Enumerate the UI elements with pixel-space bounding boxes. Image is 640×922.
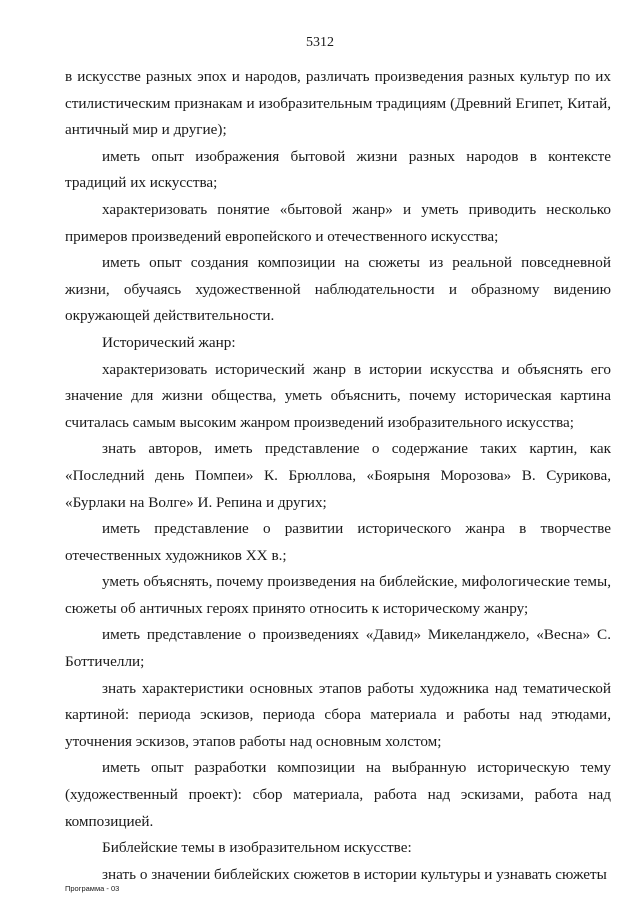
- document-body: [65, 64, 611, 888]
- section-heading: Исторический жанр:: [102, 333, 236, 351]
- paragraph: иметь опыт изображения бытовой жизни разных народов в контексте традиций их искусства;: [65, 147, 611, 192]
- paragraph: знать характеристики основных этапов работы художника над тематической картиной: периода эскизов, периода сбора материала и работы над этюдами, уточнения эскизов, этапов работы над основным холстом;: [65, 679, 611, 750]
- paragraph: иметь представление о развитии исторического жанра в творчестве отечественных художников XX в.;: [65, 520, 611, 564]
- paragraph: знать авторов, иметь представление о содержание таких картин, как «Последний день Помпеи» К. Брюллова, «Боярыня Морозова» В. Сурикова, «Бурлаки на Волге» И. Репина и других;: [65, 440, 611, 511]
- paragraph: в искусстве разных эпох и народов, различать произведения разных культур по их стилистическим признакам и изобразительным традициям (Древний Египет, Китай, античный мир и другие);: [65, 68, 611, 139]
- paragraph: знать о значении библейских сюжетов в истории культуры и узнавать сюжеты: [102, 865, 607, 883]
- page-number: 5312: [306, 35, 334, 50]
- paragraph: характеризовать исторический жанр в истории искусства и объяснять его значение для жизни общества, уметь объяснить, почему историческая картина считалась самым высоким жанром произведений изобразительного искусства;: [65, 360, 611, 431]
- section-heading: Библейские темы в изобразительном искусстве:: [102, 839, 412, 857]
- paragraph: уметь объяснять, почему произведения на библейские, мифологические темы, сюжеты об античных героях принято относить к историческому жанру;: [65, 573, 611, 617]
- paragraph: характеризовать понятие «бытовой жанр» и уметь приводить несколько примеров произведений европейского и отечественного искусства;: [65, 200, 611, 245]
- paragraph: иметь представление о произведениях «Давид» Микеланджело, «Весна» С. Боттичелли;: [65, 626, 611, 671]
- paragraph: иметь опыт разработки композиции на выбранную историческую тему (художественный проект): сбор материала, работа над эскизами, работа над композицией.: [65, 759, 611, 830]
- footer-label: Программа - 03: [65, 884, 120, 893]
- paragraph: иметь опыт создания композиции на сюжеты из реальной повседневной жизни, обучаясь художественной наблюдательности и образному видению окружающей действительности.: [65, 254, 611, 325]
